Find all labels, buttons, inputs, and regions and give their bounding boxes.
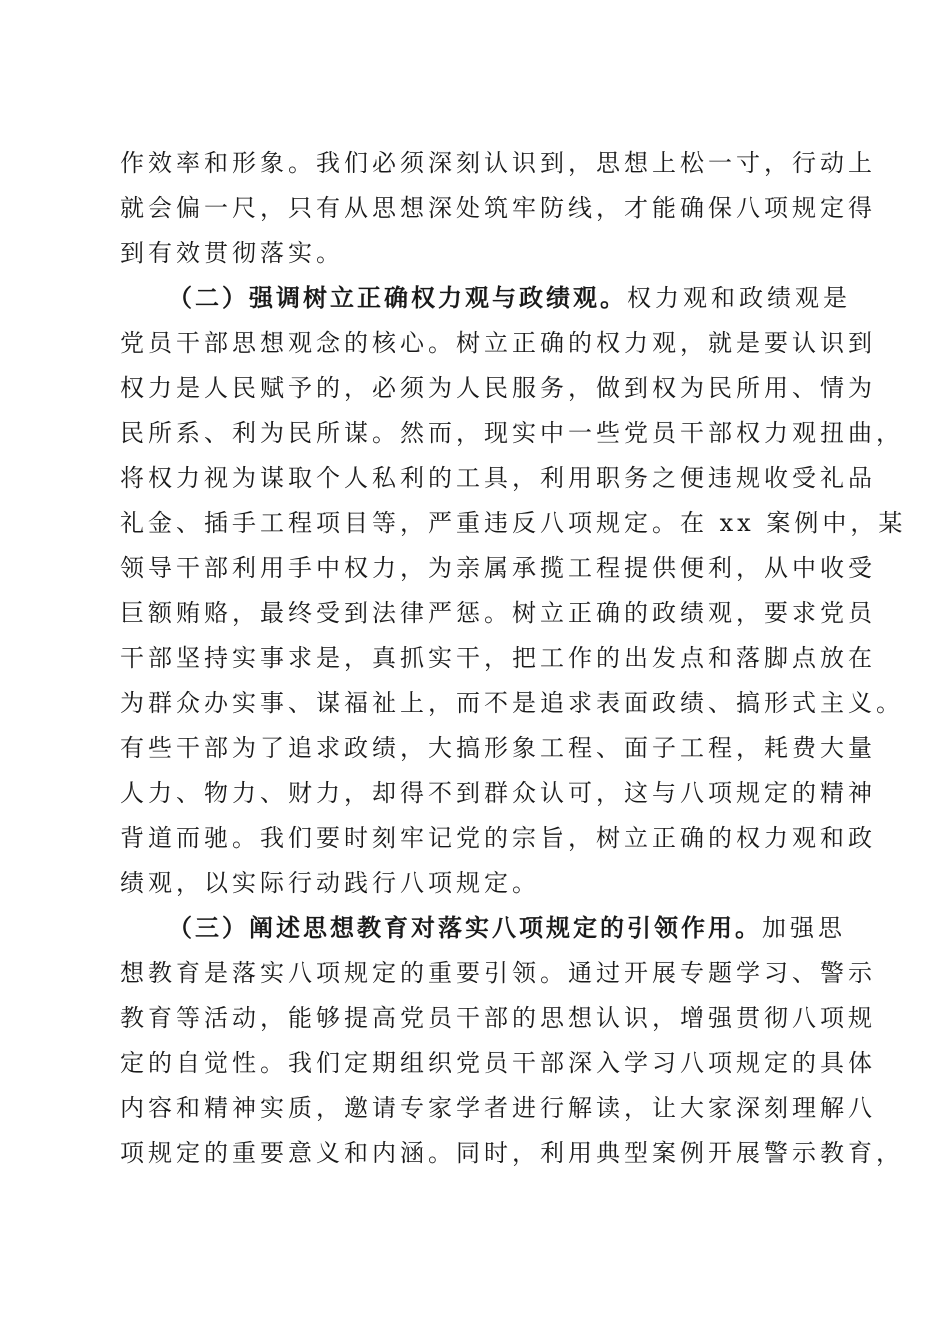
text-line: 有些干部为了追求政绩，大搞形象工程、面子工程，耗费大量 [120, 734, 876, 762]
text-line: 民所系、利为民所谋。然而，现实中一些党员干部权力观扭曲， [120, 419, 904, 447]
text-line: 定的自觉性。我们定期组织党员干部深入学习八项规定的具体 [120, 1049, 876, 1077]
text-line: 领导干部利用手中权力，为亲属承揽工程提供便利，从中收受 [120, 554, 876, 582]
text-line: 礼金、插手工程项目等，严重违反八项规定。在 xx 案例中，某 [120, 509, 907, 537]
section-2-first-line-text: 权力观和政绩观是 [627, 284, 851, 312]
section-2-first-line [168, 281, 851, 315]
section-2-heading: （二）强调树立正确权力观与政绩观。 [168, 283, 627, 312]
text-line: 党员干部思想观念的核心。树立正确的权力观，就是要认识到 [120, 329, 876, 357]
text-line: 巨额贿赂，最终受到法律严惩。树立正确的政绩观，要求党员 [120, 599, 876, 627]
section-3-first-line-text: 加强思 [762, 914, 846, 942]
text-line: 人力、物力、财力，却得不到群众认可，这与八项规定的精神 [120, 779, 876, 807]
text-line: 背道而驰。我们要时刻牢记党的宗旨，树立正确的权力观和政 [120, 824, 876, 852]
text-line: 项规定的重要意义和内涵。同时，利用典型案例开展警示教育， [120, 1139, 904, 1167]
text-line: 绩观，以实际行动践行八项规定。 [120, 869, 540, 897]
text-line: 作效率和形象。我们必须深刻认识到，思想上松一寸，行动上 [120, 149, 876, 177]
text-line: 想教育是落实八项规定的重要引领。通过开展专题学习、警示 [120, 959, 876, 987]
text-line: 教育等活动，能够提高党员干部的思想认识，增强贯彻八项规 [120, 1004, 876, 1032]
text-line: 干部坚持实事求是，真抓实干，把工作的出发点和落脚点放在 [120, 644, 876, 672]
text-line: 将权力视为谋取个人私利的工具，利用职务之便违规收受礼品 [120, 464, 876, 492]
section-3-first-line [168, 911, 846, 945]
text-line: 到有效贯彻落实。 [120, 239, 344, 267]
text-line: 为群众办实事、谋福祉上，而不是追求表面政绩、搞形式主义。 [120, 689, 904, 717]
section-3-heading: （三）阐述思想教育对落实八项规定的引领作用。 [168, 913, 762, 942]
text-line: 内容和精神实质，邀请专家学者进行解读，让大家深刻理解八 [120, 1094, 876, 1122]
text-line: 权力是人民赋予的，必须为人民服务，做到权为民所用、情为 [120, 374, 876, 402]
text-line: 就会偏一尺，只有从思想深处筑牢防线，才能确保八项规定得 [120, 194, 876, 222]
